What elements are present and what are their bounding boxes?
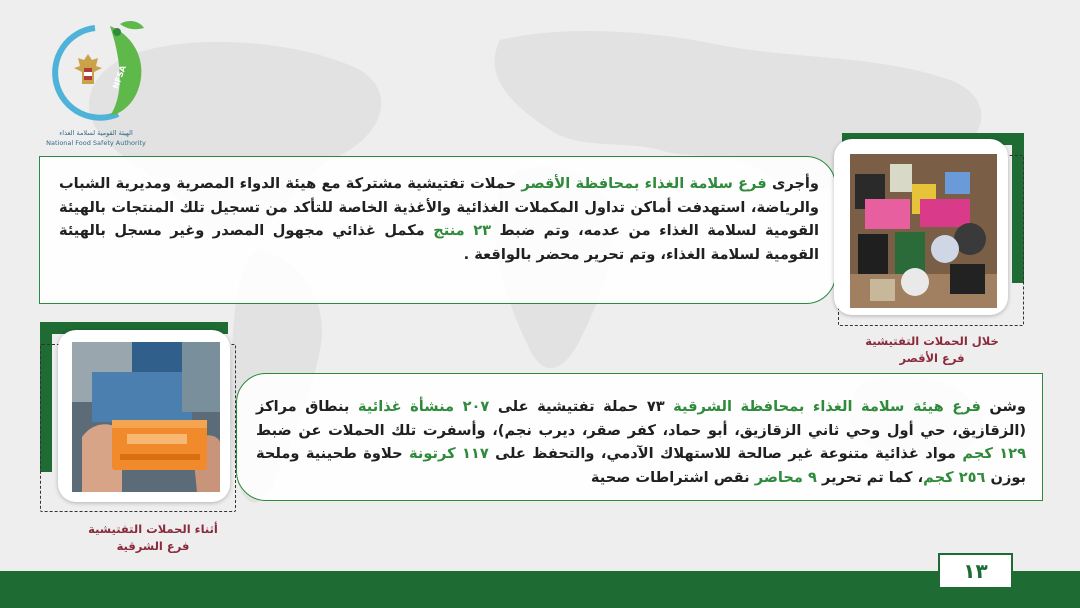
sharqia-text: نقص اشتراطات صحية (590, 468, 755, 486)
sharqia-highlight: ٢٥٦ كجم (923, 468, 986, 486)
sharqia-text: ، كما تم تحرير (816, 468, 924, 486)
sharqia-highlight: فرع هيئة سلامة الغذاء بمحافظة الشرقية (673, 398, 981, 415)
luxor-photo-frame (834, 133, 1024, 326)
luxor-caption-line2: فرع الأقصر (899, 351, 965, 365)
luxor-caption-line1: خلال الحملات التفتيشية (865, 334, 999, 348)
sharqia-photo-frame (40, 322, 236, 512)
logo-arabic-name: الهيئة القومية لسلامة الغذاء (59, 129, 133, 137)
sharqia-text: بنطاق مراكز (الزقازيق، حي أول وحي ثاني الزقازيق، أبو حماد، كفر صقر، ديرب نجم)، وأسفرت تلك الحملات عن ضبط (256, 398, 1026, 439)
sharqia-paragraph (256, 395, 1026, 489)
sharqia-highlight: ٩ محاضر (754, 468, 817, 486)
sharqia-caption (78, 521, 228, 555)
confiscated-goods-photo (72, 342, 220, 492)
luxor-caption (852, 333, 1012, 367)
footer-bar (0, 571, 1080, 608)
page-number: ١٣ (938, 553, 1013, 589)
sharqia-highlight: ١٢٩ كجم (962, 445, 1026, 462)
sharqia-text: حلاوة طحينية وملحة بوزن (256, 445, 1026, 486)
luxor-text-box (39, 156, 836, 304)
luxor-text: حملات تفتيشية مشتركة مع هيئة الدواء المصرية ومديرية الشباب والرياضة، استهدفت أماكن تداول المكملات الغذائية والأغذية الخاصة للتأكد من تسجيل تلك المنتجات بالهيئة القومية لسلامة الغذاء من عدمه، وتم ضبط (59, 175, 819, 239)
sharqia-caption-line2: فرع الشرقية (116, 539, 190, 553)
sharqia-text: ٧٣ حملة تفتيشية على (489, 398, 674, 415)
sharqia-text: مواد غذائية متنوعة غير صالحة للاستهلاك الآدمي، والتحفظ على (488, 445, 963, 462)
sharqia-highlight: ١١٧ كرتونة (409, 445, 489, 462)
sharqia-caption-line1: أثناء الحملات التفتيشية (88, 522, 218, 536)
luxor-text: مكمل غذائي مجهول المصدر وغير مسجل بالهيئة القومية لسلامة الغذاء، وتم تحرير محضر بالواقعة . (59, 222, 819, 263)
sharqia-highlight: ٢٠٧ منشأة غذائية (357, 398, 490, 415)
luxor-highlight: ٢٣ منتج (433, 222, 492, 239)
nfsa-logo (40, 18, 160, 147)
logo-mark-text: NFSA (111, 64, 128, 91)
logo-english-name: National Food Safety Authority (46, 139, 146, 147)
luxor-highlight: فرع سلامة الغذاء بمحافظة الأقصر (521, 175, 767, 192)
nfsa-emblem-icon (40, 18, 160, 128)
sharqia-text: وشن (980, 398, 1026, 415)
luxor-text: وأجرى (766, 175, 819, 192)
sharqia-text-box (236, 373, 1043, 501)
luxor-paragraph (59, 172, 819, 266)
nfsa-mark (106, 62, 132, 92)
supplements-photo (850, 154, 997, 308)
